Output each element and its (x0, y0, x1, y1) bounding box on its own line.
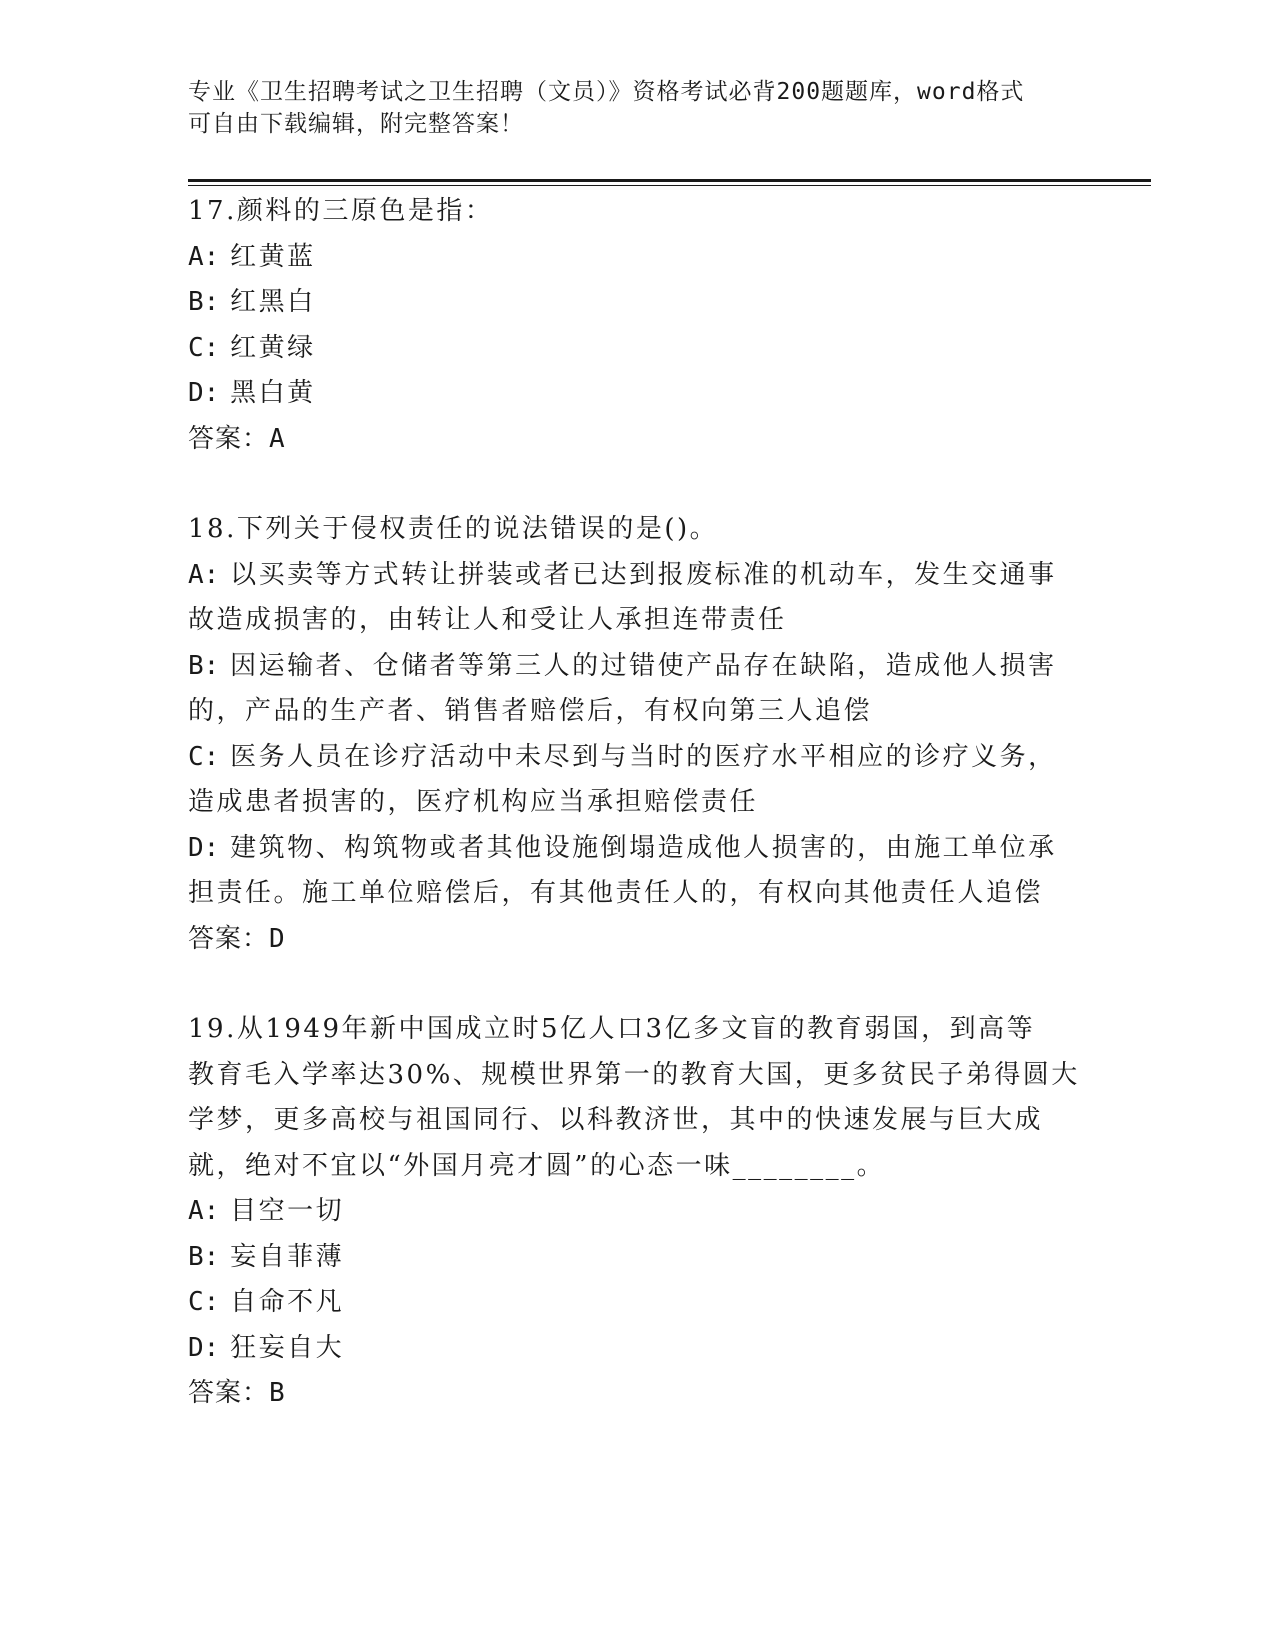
header-divider-thick (188, 179, 1151, 182)
question-spacer (188, 962, 1088, 1007)
question-17 (188, 189, 1088, 462)
question-18-option-a: A: 以买卖等方式转让拼装或者已达到报废标准的机动车，发生交通事 (188, 559, 1057, 590)
question-19-stem-line-1: 19.从1949年新中国成立时5亿人口3亿多文盲的教育弱国，到高等 (188, 1014, 1036, 1044)
question-18-stem: 18.下列关于侵权责任的说法错误的是()。 (188, 514, 719, 544)
question-17-option-c: C: 红黄绿 (188, 332, 316, 363)
question-18 (188, 507, 1088, 962)
question-18-option-d: D: 建筑物、构筑物或者其他设施倒塌造成他人损害的，由施工单位承 (188, 832, 1057, 863)
header-title-line-2: 可自由下载编辑，附完整答案！ (188, 111, 524, 137)
question-18-option-a-cont: 故造成损害的，由转让人和受让人承担连带责任 (188, 605, 787, 635)
question-17-stem: 17.颜料的三原色是指： (188, 196, 494, 226)
question-18-answer: 答案：D (188, 923, 286, 954)
question-17-option-a: A: 红黄蓝 (188, 241, 316, 272)
question-list (188, 189, 1088, 1417)
header-title-line-1: 专业《卫生招聘考试之卫生招聘（文员）》资格考试必背200题题库，word格式 (188, 79, 1025, 105)
question-19-stem-line-2: 教育毛入学率达30%、规模世界第一的教育大国，更多贫民子弟得圆大 (188, 1059, 1080, 1090)
question-19-option-c: C: 自命不凡 (188, 1287, 345, 1317)
header-divider-thin (188, 185, 1151, 186)
question-19-stem-line-3: 学梦，更多高校与祖国同行、以科教济世，其中的快速发展与巨大成 (188, 1105, 1044, 1135)
question-17-option-b: B: 红黑白 (188, 287, 316, 317)
question-18-option-b-cont: 的，产品的生产者、销售者赔偿后，有权向第三人追偿 (188, 696, 873, 726)
question-19 (188, 1007, 1088, 1417)
question-18-option-b: B: 因运输者、仓储者等第三人的过错使产品存在缺陷，造成他人损害 (188, 650, 1057, 681)
question-18-option-c: C: 医务人员在诊疗活动中未尽到与当时的医疗水平相应的诊疗义务， (188, 741, 1057, 772)
question-spacer (188, 462, 1088, 507)
document-header (188, 76, 1068, 140)
question-17-option-d: D: 黑白黄 (188, 378, 316, 408)
question-19-option-a: A: 目空一切 (188, 1196, 345, 1226)
question-19-stem-line-4: 就，绝对不宜以“外国月亮才圆”的心态一味________。 (188, 1150, 886, 1181)
question-18-option-c-cont: 造成患者损害的，医疗机构应当承担赔偿责任 (188, 787, 759, 817)
question-19-answer: 答案：B (188, 1378, 286, 1408)
question-18-option-d-cont: 担责任。施工单位赔偿后，有其他责任人的，有权向其他责任人追偿 (188, 878, 1044, 908)
question-19-option-d: D: 狂妄自大 (188, 1332, 345, 1363)
question-19-option-b: B: 妄自菲薄 (188, 1241, 345, 1272)
question-17-answer: 答案：A (188, 423, 286, 454)
